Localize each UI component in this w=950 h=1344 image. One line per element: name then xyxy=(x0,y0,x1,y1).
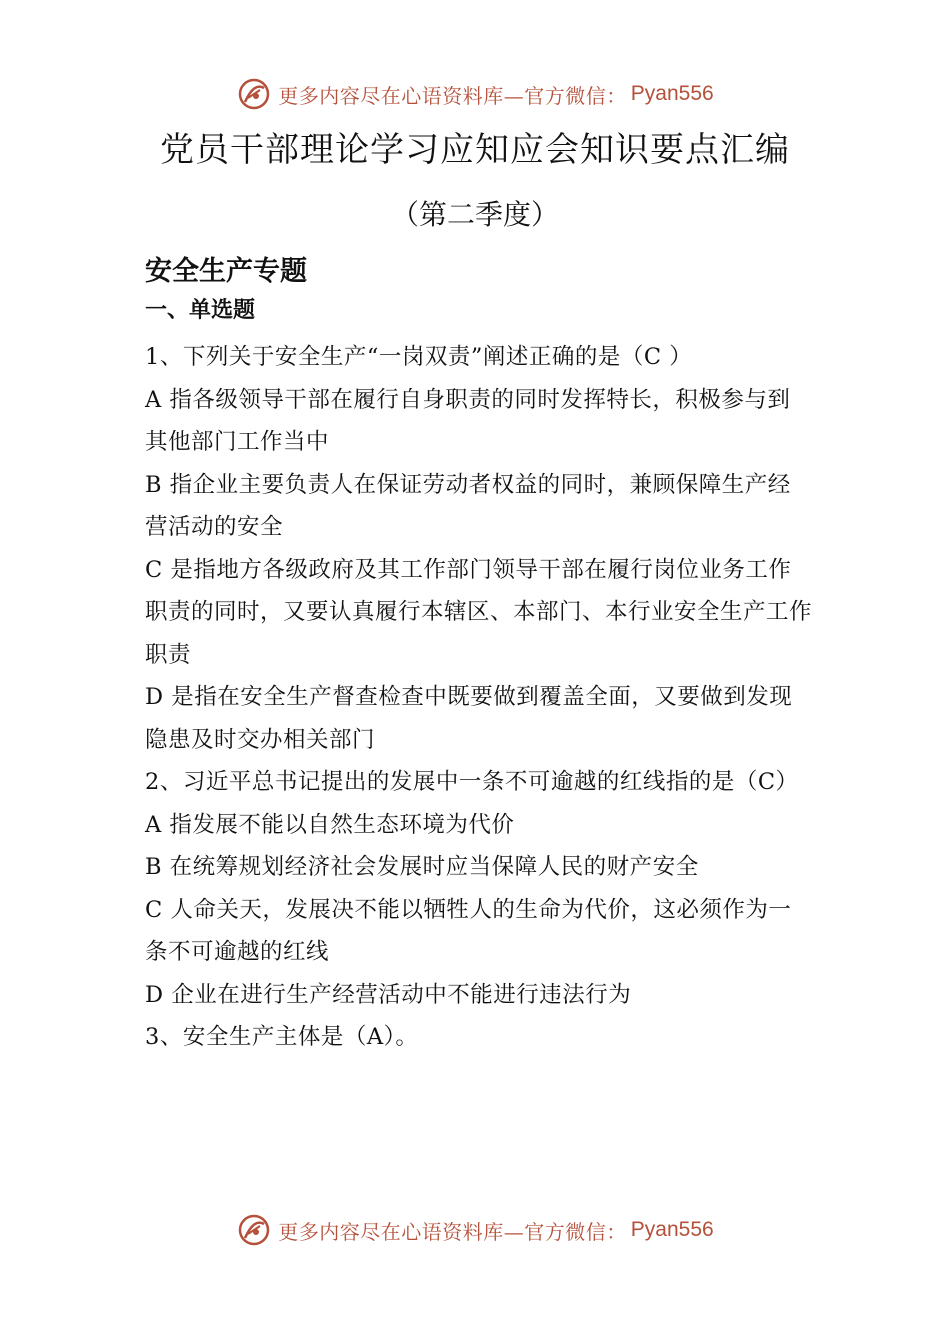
question-body xyxy=(145,336,813,1059)
watermark-wechat: Pyan556 xyxy=(630,1218,714,1241)
option-line: A 指各级领导干部在履行自身职责的同时发挥特长，积极参与到其他部门工作当中 xyxy=(145,386,791,455)
option-line: D 是指在安全生产督查检查中既要做到覆盖全面，又要做到发现隐患及时交办相关部门 xyxy=(145,684,793,753)
page-subtitle: （第二季度） xyxy=(390,198,559,231)
watermark-banner-bottom xyxy=(0,1210,950,1250)
option-line: C 人命关天，发展决不能以牺牲人的生命为代价，这必须作为一条不可逾越的红线 xyxy=(145,896,792,965)
option-line: B 指企业主要负责人在保证劳动者权益的同时，兼顾保障生产经营活动的安全 xyxy=(145,471,791,540)
logo-icon xyxy=(236,76,272,112)
section-heading: 一、单选题 xyxy=(145,298,256,323)
watermark-banner-top xyxy=(0,74,950,114)
option-line: C 是指地方各级政府及其工作部门领导干部在履行岗位业务工作职责的同时，又要认真履行本辖区、本部门、本行业安全生产工作职责 xyxy=(145,556,813,668)
watermark-text: 更多内容尽在心语资料库—官方微信： xyxy=(278,83,627,108)
option-line: B 在统筹规划经济社会发展时应当保障人民的财产安全 xyxy=(145,854,699,880)
question-line: 1、下列关于安全生产“一岗双责”阐述正确的是（C ） xyxy=(145,344,693,370)
watermark-wechat: Pyan556 xyxy=(630,82,714,105)
page-title: 党员干部理论学习应知应会知识要点汇编 xyxy=(160,130,790,170)
option-line: D 企业在进行生产经营活动中不能进行违法行为 xyxy=(145,981,632,1008)
watermark-text: 更多内容尽在心语资料库—官方微信： xyxy=(278,1219,627,1244)
option-line: A 指发展不能以自然生态环境为代价 xyxy=(145,811,515,838)
topic-heading: 安全生产专题 xyxy=(145,256,307,287)
logo-icon xyxy=(236,1212,272,1248)
question-line: 2、习近平总书记提出的发展中一条不可逾越的红线指的是（C） xyxy=(145,769,799,795)
question-line: 3、安全生产主体是（A）。 xyxy=(145,1024,419,1050)
